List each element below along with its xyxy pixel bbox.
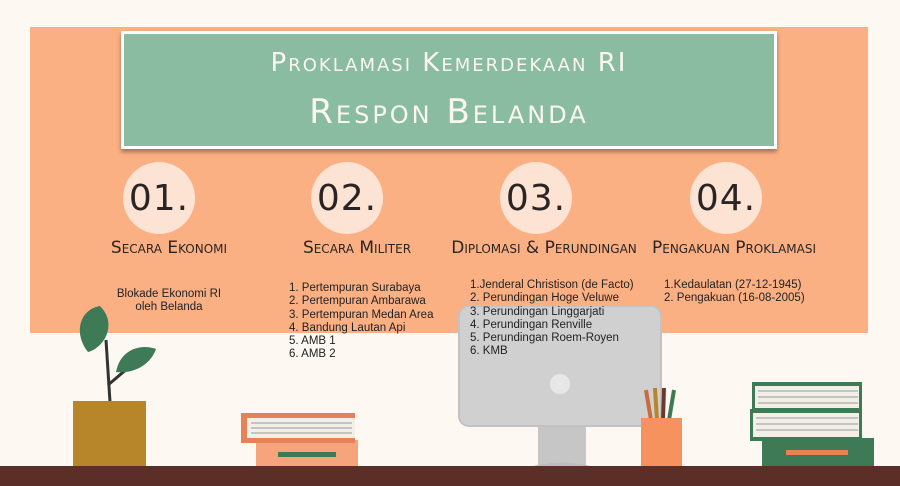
books-right-icon — [750, 382, 874, 466]
section-2-item: 5. AMB 1 — [289, 335, 336, 348]
section-1-text — [84, 288, 254, 315]
section-4-item: 1.Kedaulatan (27-12-1945) — [664, 279, 802, 291]
books-left-icon — [241, 413, 358, 467]
section-3-item: 5. Perundingan Roem-Royen — [470, 332, 619, 345]
section-3-title: Diplomasi & Perundingan — [451, 238, 637, 258]
section-2-list — [289, 282, 433, 362]
section-4-item: 2. Pengakuan (16-08-2005) — [664, 292, 805, 305]
section-3-item: 3. Perundingan Linggarjati — [470, 305, 605, 318]
section-2-item: 3. Pertempuran Medan Area — [289, 308, 434, 321]
section-2-item: 2. Pertempuran Ambarawa — [289, 295, 426, 308]
section-1-number: 01. — [123, 162, 195, 234]
section-2-item: 4. Bandung Lautan Api — [289, 321, 406, 334]
section-3-list — [470, 279, 634, 359]
section-1-item: oleh Belanda — [135, 301, 203, 314]
plant-icon — [73, 306, 156, 467]
page-subtitle: Respon Belanda — [309, 92, 589, 132]
section-3-item: 6. KMB — [470, 345, 508, 358]
section-2-item: 6. AMB 2 — [289, 348, 336, 361]
section-2-title: Secara Militer — [302, 238, 412, 258]
title-card — [121, 31, 777, 149]
section-1-item: Blokade Ekonomi RI — [116, 288, 222, 300]
section-4-title: Pengakuan Proklamasi — [651, 238, 817, 258]
section-3-item: 2. Perundingan Hoge Veluwe — [470, 292, 619, 305]
section-3-number: 03. — [500, 162, 572, 234]
desk — [0, 466, 900, 486]
section-1-title: Secara Ekonomi — [110, 238, 228, 258]
section-4-number: 04. — [690, 162, 762, 234]
section-2-item: 1. Pertempuran Surabaya — [289, 282, 421, 294]
section-3-item: 4. Perundingan Renville — [470, 318, 593, 331]
section-3-item: 1.Jenderal Christison (de Facto) — [470, 279, 634, 291]
section-2-number: 02. — [311, 162, 383, 234]
page-title: Proklamasi Kemerdekaan RI — [270, 48, 628, 78]
section-4-list — [664, 279, 805, 306]
